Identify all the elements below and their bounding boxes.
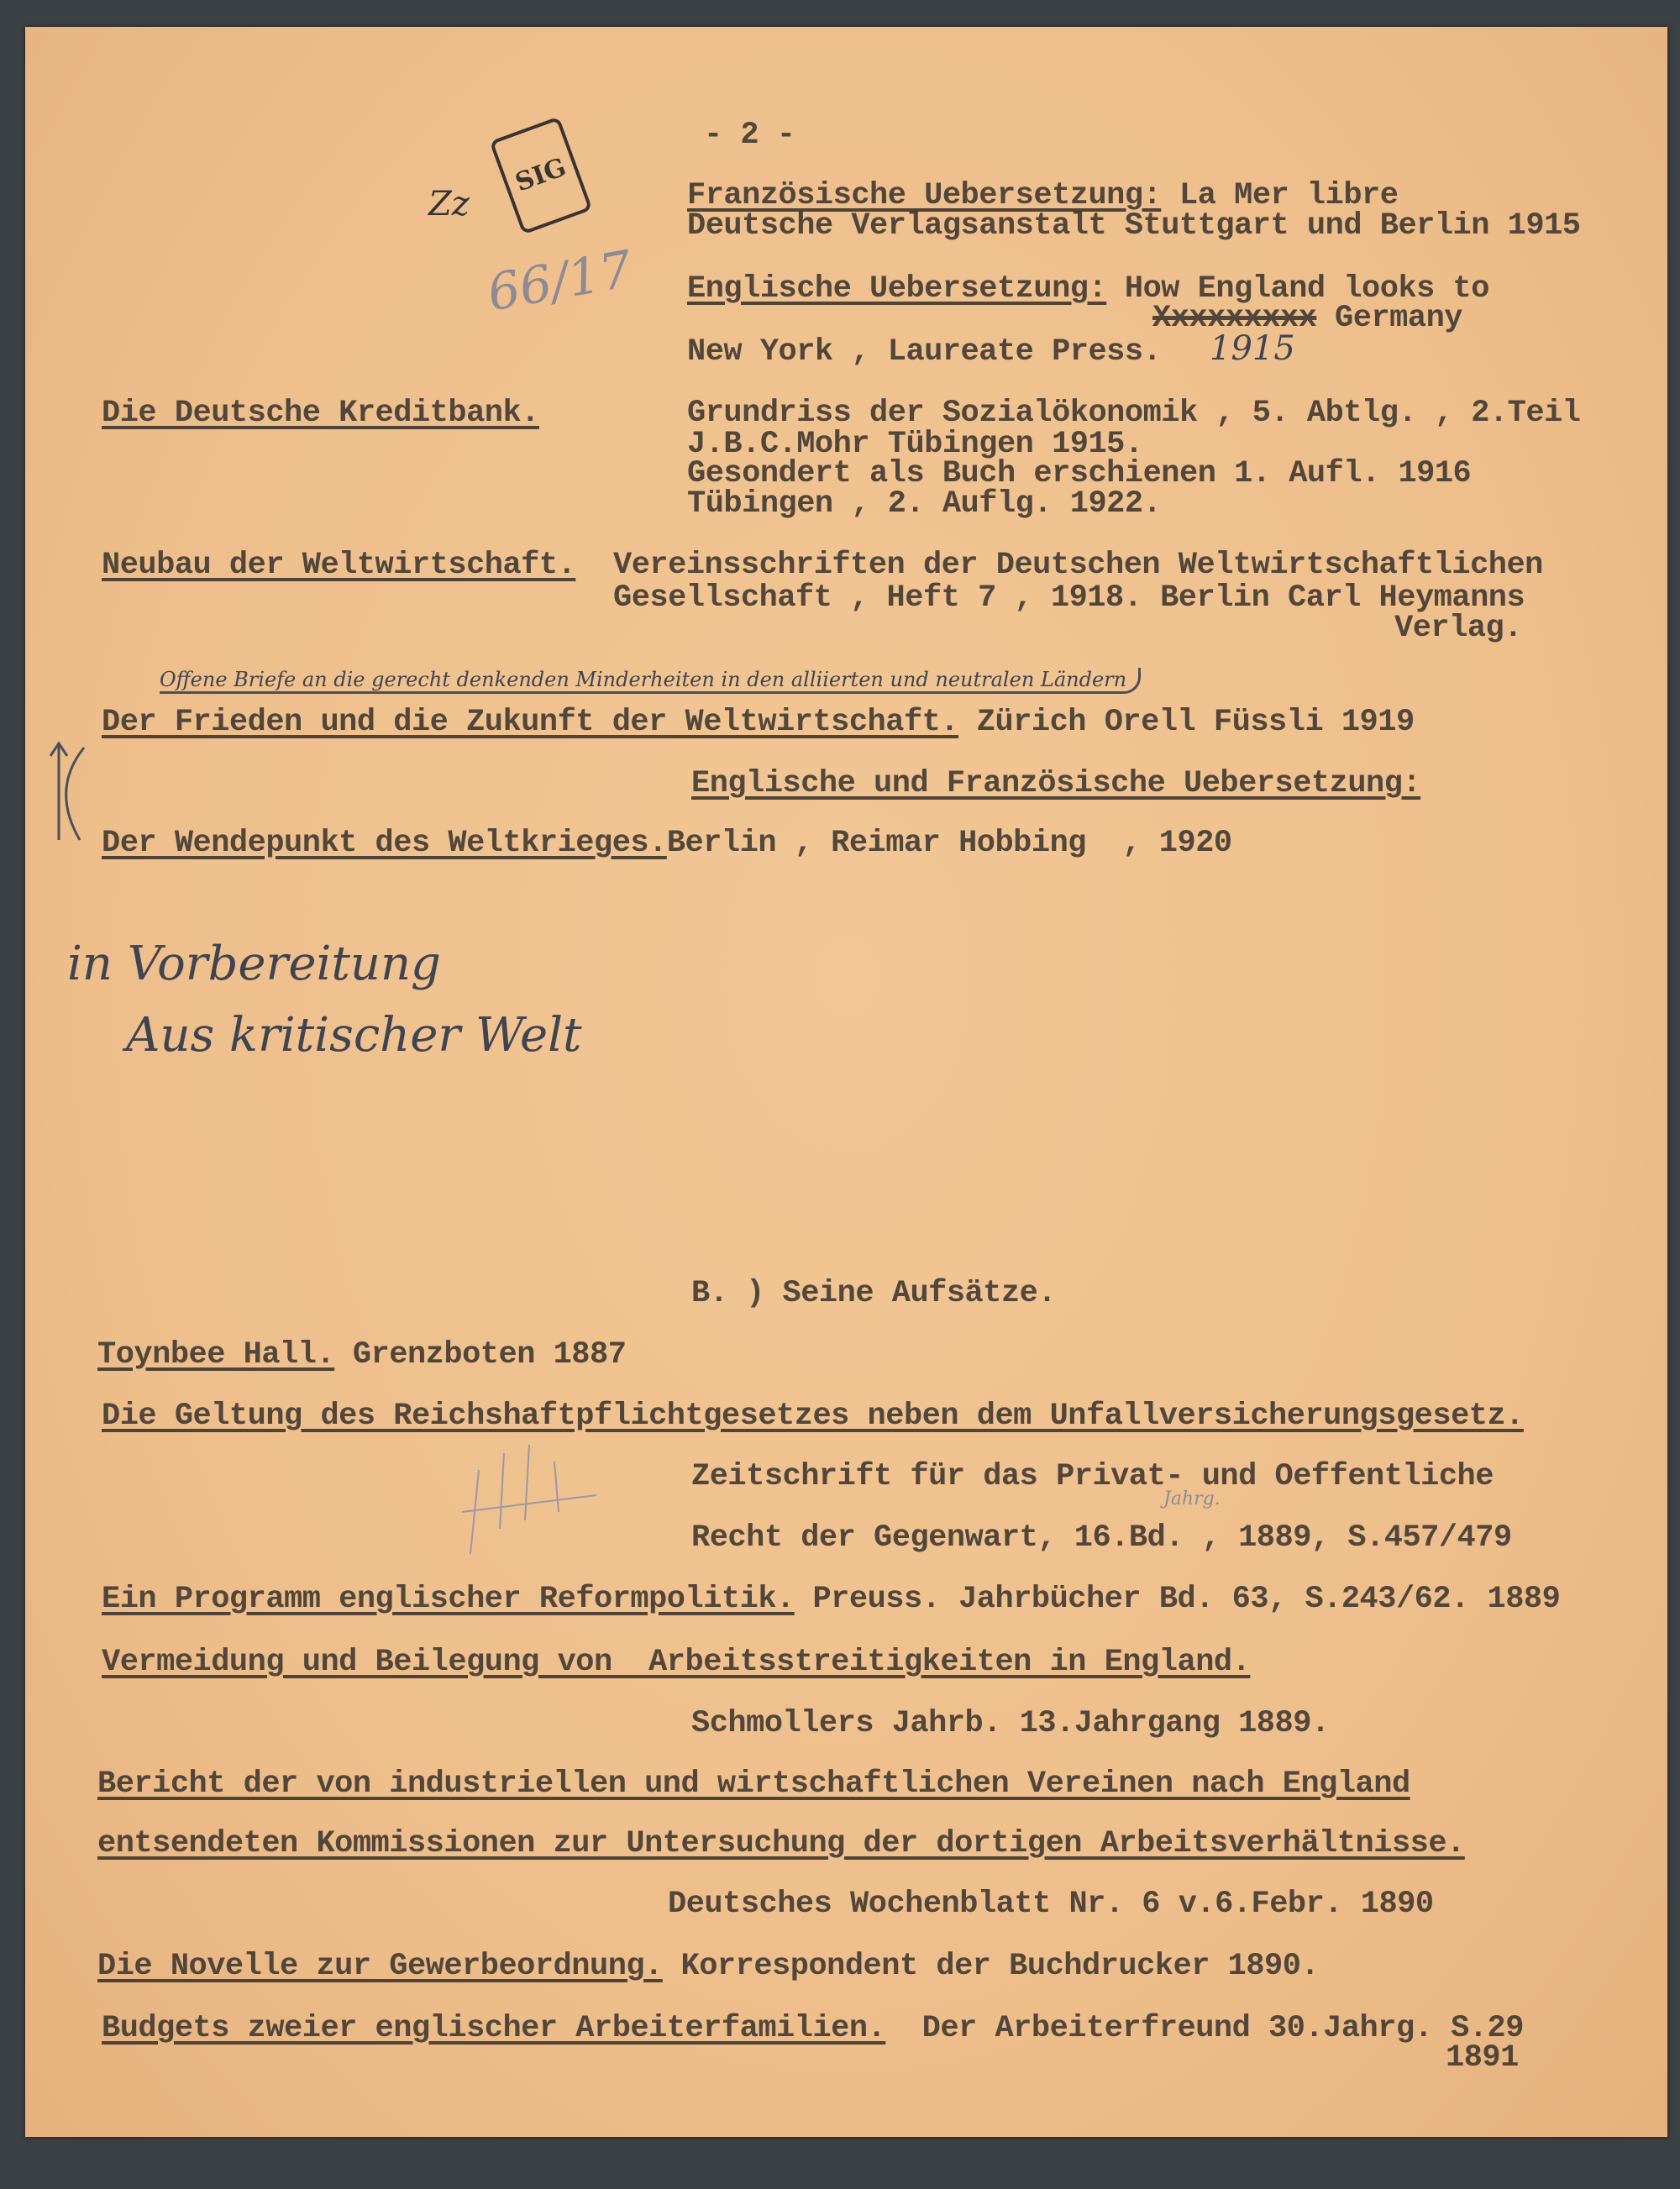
book-detail: Zürich Orell Füssli 1919 [958,705,1415,740]
french-publisher: Deutsche Verlagsanstalt Stuttgart und Berlin 1915 [687,208,1581,244]
pencil-folio: 66/17 [483,239,637,323]
margin-mark-zz: Zz [428,185,470,223]
book-title: Der Wendepunkt des Weltkrieges. [102,826,667,861]
article-title: Toynbee Hall. [97,1337,335,1373]
book-title: Die Deutsche Kreditbank. [102,396,539,431]
book-detail: J.B.C.Mohr Tübingen 1915. [687,427,1143,462]
pencil-scribble-icon [454,1436,605,1562]
book-detail: Tübingen , 2. Auflg. 1922. [687,486,1162,522]
article-line [102,1582,1560,1617]
french-title: La Mer libre [1161,178,1399,213]
article-title: Die Geltung des Reichshaftpflichtgesetzes neben dem Unfallversicherungsgesetz. [102,1399,1524,1434]
page-number: - 2 - [704,118,795,153]
article-title: Budgets zweier englischer Arbeiterfamilien. [102,2011,886,2046]
article-title: Ein Programm englischer Reformpolitik. [102,1582,795,1617]
book-line [102,826,1232,861]
english-title-line2 [1152,301,1462,336]
handwritten-subtitle-note: Offene Briefe an die gerecht denkenden Minderheiten in den alliierten und neutralen Ländern [160,668,1141,694]
article-source: Der Arbeiterfreund 30.Jahrg. S.29 [885,2011,1524,2046]
stamp-text: SIG [512,152,570,198]
book-title: Der Frieden und die Zukunft der Weltwirtschaft. [102,705,959,740]
book-detail: Berlin , Reimar Hobbing , 1920 [666,826,1232,861]
english-title: How England looks to [1106,271,1489,307]
article-source: Deutsches Wochenblatt Nr. 6 v.6.Febr. 1890 [668,1887,1434,1922]
handwritten-year: 1915 [1210,329,1295,368]
article-line [97,1949,1319,1984]
article-title: Die Novelle zur Gewerbeordnung. [97,1949,663,1984]
book-line [102,705,1415,740]
handwritten-forthcoming-title: Aus kritischer Welt [126,1008,582,1063]
article-title: Bericht der von industriellen und wirtschaftlichen Vereinen nach England [97,1766,1410,1802]
article-title: Vermeidung und Beilegung von Arbeitsstreitigkeiten in England. [102,1645,1251,1680]
article-title: entsendeten Kommissionen zur Untersuchung der dortigen Arbeitsverhältnisse. [97,1826,1465,1861]
pencil-note: Jahrg. [1163,1488,1221,1509]
article-source: Preuss. Jahrbücher Bd. 63, S.243/62. 1889 [794,1582,1561,1617]
article-source: Schmollers Jahrb. 13.Jahrgang 1889. [691,1706,1330,1741]
article-source: Zeitschrift für das Privat- und Oeffentliche [691,1459,1494,1494]
section-heading: B. ) Seine Aufsätze. [691,1276,1057,1311]
english-translation-label: Englische Uebersetzung: [687,271,1107,307]
book-detail: Grundriss der Sozialökonomik , 5. Abtlg. , 2.Teil [687,396,1581,431]
article-year: 1891 [1446,2040,1519,2076]
book-detail: Gesellschaft , Heft 7 , 1918. Berlin Carl Heymanns [613,580,1525,616]
english-publisher: New York , Laureate Press. [687,334,1162,370]
english-title-2: Germany [1316,301,1462,336]
article-source: Korrespondent der Buchdrucker 1890. [662,1949,1320,1984]
article-source: Grenzboten 1887 [334,1337,627,1373]
book-detail: Gesondert als Buch erschienen 1. Aufl. 1916 [687,456,1472,491]
article-source: Recht der Gegenwart, 16.Bd. , 1889, S.457/479 [691,1520,1512,1556]
article-line [97,1337,626,1373]
struck-text: Xxxxxxxxx [1152,301,1317,336]
book-detail: Vereinsschriften der Deutschen Weltwirtschaftlichen [613,548,1543,583]
article-line [102,2011,1524,2046]
book-detail: Verlag. [1394,611,1522,646]
french-translation-label: Französische Uebersetzung: [687,178,1162,213]
translation-subnote: Englische und Französische Uebersetzung: [691,766,1421,801]
book-title: Neubau der Weltwirtschaft. [102,548,576,583]
handwritten-in-preparation: in Vorbereitung [67,937,441,991]
